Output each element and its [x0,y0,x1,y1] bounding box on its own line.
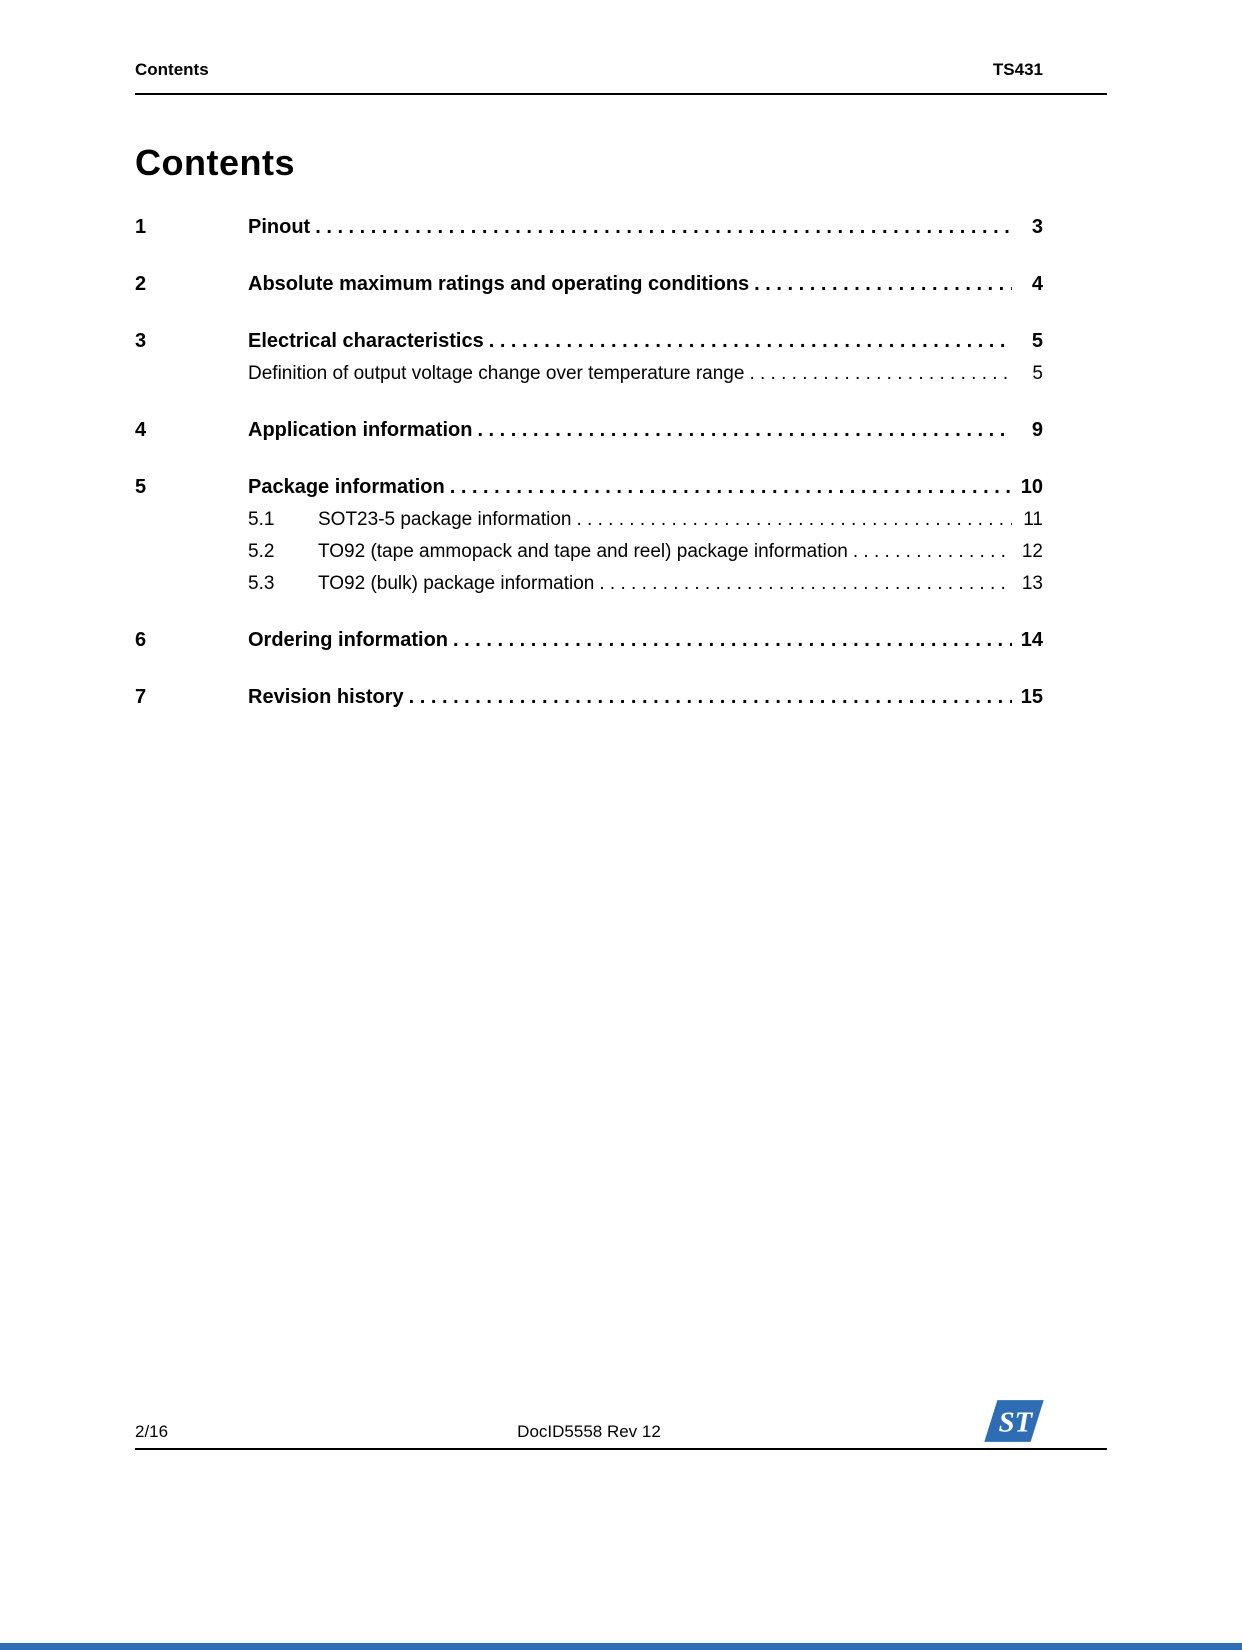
dot-leader [453,629,1012,652]
toc-entry-number: 5 [135,476,147,498]
toc-entry-revision-history[interactable] [135,686,1043,709]
toc-entry-number: 2 [135,273,147,295]
toc-entry-number: 4 [135,419,147,441]
dot-leader [477,419,1012,442]
footer-doc-id: DocID5558 Rev 12 [517,1422,661,1441]
dot-leader [599,573,1012,595]
toc-entry-page: 4 [1031,273,1043,295]
toc-entry-page: 5 [1031,330,1043,352]
toc-entry-label: Absolute maximum ratings and operating conditions [248,273,750,295]
dot-leader [853,541,1012,563]
dot-leader [489,330,1012,353]
toc-entry-pinout[interactable] [135,216,1043,239]
table-of-contents [135,216,1043,709]
toc-entry-label: SOT23-5 package information [318,509,572,530]
st-logo-icon [983,1398,1045,1444]
toc-entry-page: 5 [1032,363,1043,384]
toc-entry-number: 1 [135,216,147,238]
footer-page-indicator: 2/16 [135,1422,169,1441]
toc-entry-ordering-information[interactable] [135,629,1043,652]
toc-entry-page: 15 [1020,686,1043,708]
toc-entry-page: 3 [1031,216,1043,238]
toc-entry-label: Revision history [248,686,404,708]
toc-entry-number: 6 [135,629,147,651]
toc-entry-label: Electrical characteristics [248,330,484,352]
toc-entry-electrical-characteristics[interactable] [135,330,1043,353]
toc-entry-sot23-5-package[interactable] [135,509,1043,531]
toc-entry-application-information[interactable] [135,419,1043,442]
toc-entry-number: 5.1 [248,509,275,530]
header-part-number: TS431 [992,60,1043,79]
toc-entry-number: 5.3 [248,573,275,594]
page-title: Contents [135,142,295,184]
toc-entry-page: 12 [1021,541,1043,562]
dot-leader [409,686,1012,709]
toc-entry-label: TO92 (bulk) package information [318,573,595,594]
toc-entry-label: Package information [248,476,445,498]
dot-leader [754,273,1012,296]
toc-entry-to92-bulk-package[interactable] [135,573,1043,595]
toc-entry-label: Application information [248,419,473,441]
toc-entry-number: 7 [135,686,147,708]
toc-entry-number: 5.2 [248,541,275,562]
toc-entry-label: Pinout [248,216,311,238]
toc-entry-page: 11 [1023,509,1043,530]
svg-text:ST: ST [998,1406,1033,1439]
toc-entry-package-information[interactable] [135,476,1043,499]
toc-entry-output-voltage-definition[interactable] [135,363,1043,385]
dot-leader [315,216,1012,239]
footer-divider [135,1448,1107,1450]
toc-entry-absolute-maximum-ratings[interactable] [135,273,1043,296]
toc-entry-label: Ordering information [248,629,448,651]
toc-entry-label: Definition of output voltage change over temperature range [248,363,745,384]
header-section-label: Contents [135,60,209,79]
toc-entry-number: 3 [135,330,147,352]
dot-leader [576,509,1012,531]
dot-leader [450,476,1012,499]
toc-entry-page: 9 [1031,419,1043,441]
toc-entry-page: 13 [1021,573,1043,594]
dot-leader [749,363,1012,385]
page-header [135,60,1107,95]
toc-entry-to92-tape-package[interactable] [135,541,1043,563]
toc-entry-page: 14 [1020,629,1043,651]
toc-entry-label: TO92 (tape ammopack and tape and reel) package information [318,541,848,562]
toc-entry-page: 10 [1020,476,1043,498]
bottom-blue-bar [0,1643,1242,1650]
